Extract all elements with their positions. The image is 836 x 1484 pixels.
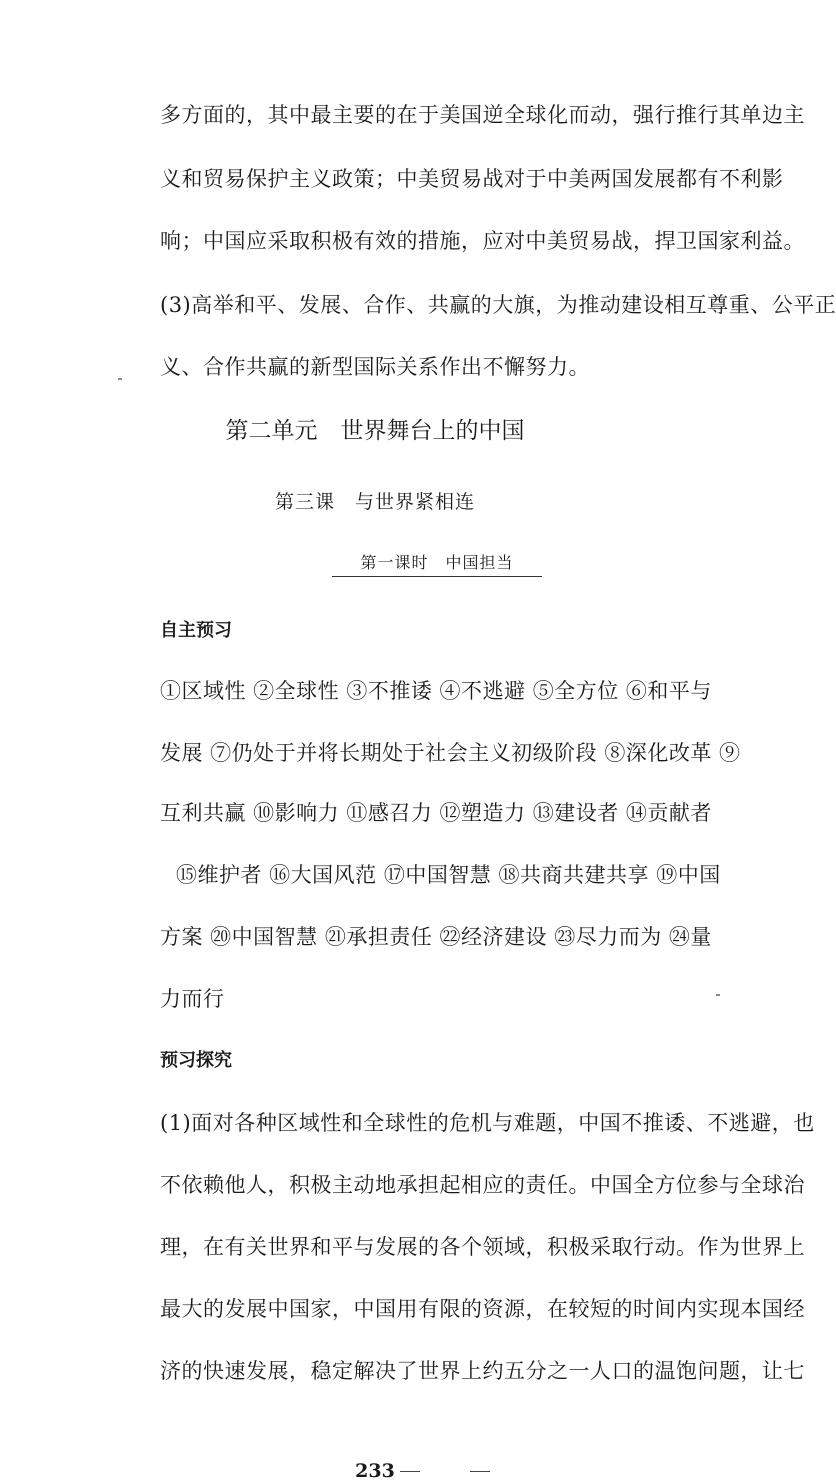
section-title-self-study: 自主预习: [160, 620, 232, 641]
lesson-title: 第三课 与世界紧相连: [274, 491, 475, 513]
text-line: 义和贸易保护主义政策；中美贸易战对于中美两国发展都有不利影: [160, 167, 784, 191]
scan-mark: [716, 994, 720, 996]
answer-line: 方案 ⑳中国智慧 ㉑承担责任 ㉒经济建设 ㉓尽力而为 ㉔量: [160, 925, 712, 949]
unit-title: 第二单元 世界舞台上的中国: [225, 418, 525, 444]
answer-line: 互利共赢 ⑩影响力 ⑪感召力 ⑫塑造力 ⑬建设者 ⑭贡献者: [160, 801, 712, 825]
text-line: 最大的发展中国家，中国用有限的资源，在较短的时间内实现本国经: [160, 1297, 805, 1321]
answer-line: ①区域性 ②全球性 ③不推诿 ④不逃避 ⑤全方位 ⑥和平与: [160, 679, 712, 703]
answer-line: 力而行: [160, 987, 225, 1011]
section-title-preview-inquiry: 预习探究: [160, 1050, 232, 1071]
text-line: (1)面对各种区域性和全球性的危机与难题，中国不推诿、不逃避，也: [160, 1111, 815, 1135]
answer-line: ⑮维护者 ⑯大国风范 ⑰中国智慧 ⑱共商共建共享 ⑲中国: [176, 863, 721, 887]
scan-mark: [118, 378, 122, 380]
text-line: 多方面的，其中最主要的在于美国逆全球化而动，强行推行其单边主: [160, 103, 805, 127]
text-line: 理，在有关世界和平与发展的各个领域，积极采取行动。作为世界上: [160, 1235, 805, 1259]
page-number: 233: [355, 1460, 395, 1482]
page-number-dash-right: [470, 1471, 490, 1472]
text-line: 响；中国应采取积极有效的措施，应对中美贸易战，捍卫国家利益。: [160, 229, 805, 253]
text-line: 不依赖他人，积极主动地承担起相应的责任。中国全方位参与全球治: [160, 1173, 805, 1197]
answer-line: 发展 ⑦仍处于并将长期处于社会主义初级阶段 ⑧深化改革 ⑨: [160, 741, 741, 765]
text-line: (3)高举和平、发展、合作、共赢的大旗，为推动建设相互尊重、公平正: [160, 293, 836, 317]
text-line: 义、合作共赢的新型国际关系作出不懈努力。: [160, 355, 590, 379]
text-line: 济的快速发展，稳定解决了世界上约五分之一人口的温饱问题，让七: [160, 1359, 805, 1383]
period-title: 第一课时 中国担当: [332, 550, 542, 577]
